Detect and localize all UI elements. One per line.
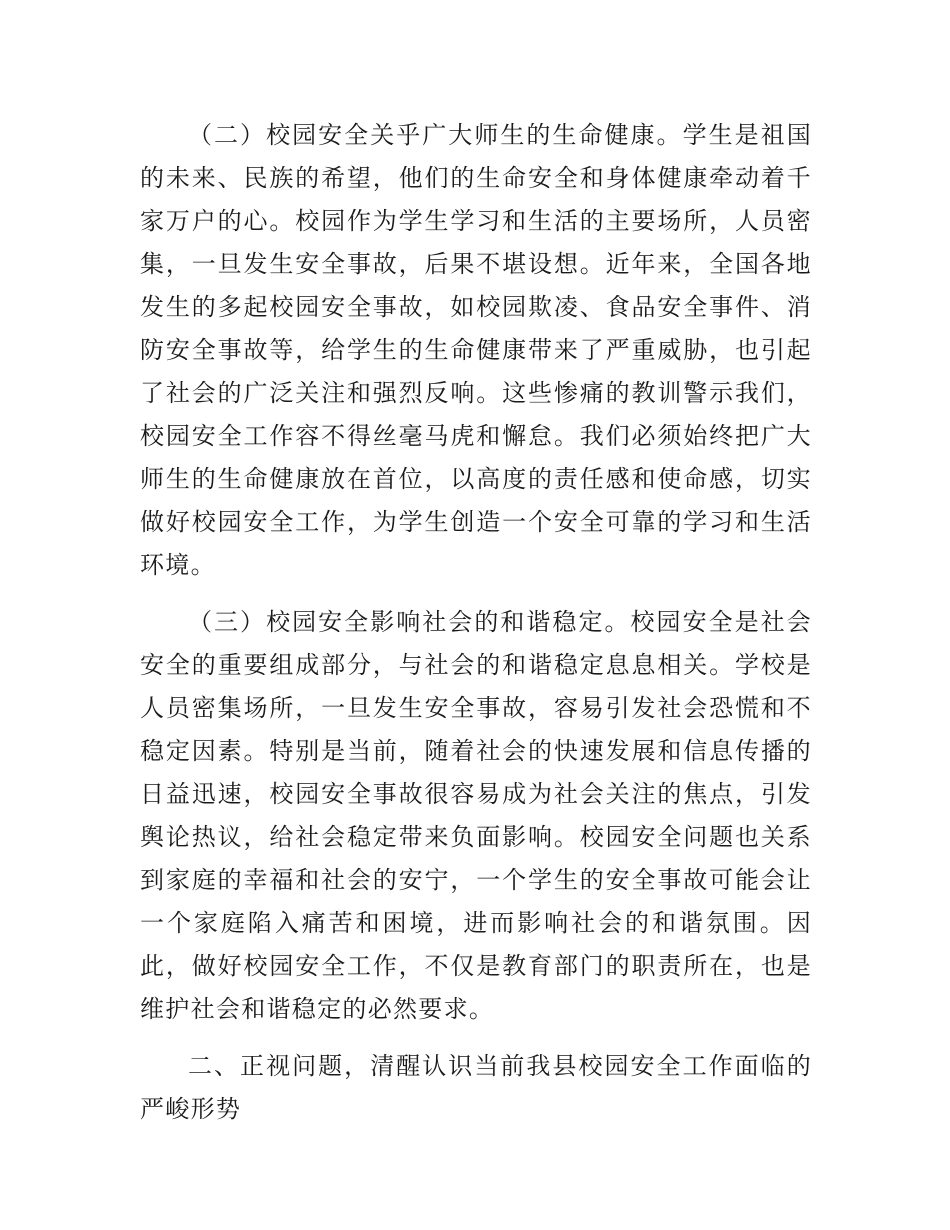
document-body	[140, 114, 812, 1131]
paragraph-campus-safety-stability: （三）校园安全影响社会的和谐稳定。校园安全是社会安全的重要组成部分，与社会的和谐稳定息息相关。学校是人员密集场所，一旦发生安全事故，容易引发社会恐慌和不稳定因素。特别是当前，随着社会的快速发展和信息传播的日益迅速，校园安全事故很容易成为社会关注的焦点，引发舆论热议，给社会稳定带来负面影响。校园安全问题也关系到家庭的幸福和社会的安宁，一个学生的安全事故可能会让一个家庭陷入痛苦和困境，进而影响社会的和谐氛围。因此，做好校园安全工作，不仅是教育部门的职责所在，也是维护社会和谐稳定的必然要求。	[140, 608, 812, 1023]
paragraph-campus-safety-health: （二）校园安全关乎广大师生的生命健康。学生是祖国的未来、民族的希望，他们的生命安全和身体健康牵动着千家万户的心。校园作为学生学习和生活的主要场所，人员密集，一旦发生安全事故，后果不堪设想。近年来，全国各地发生的多起校园安全事故，如校园欺凌、食品安全事件、消防安全事故等，给学生的生命健康带来了严重威胁，也引起了社会的广泛关注和强烈反响。这些惨痛的教训警示我们，校园安全工作容不得丝毫马虎和懈怠。我们必须始终把广大师生的生命健康放在首位，以高度的责任感和使命感，切实做好校园安全工作，为学生创造一个安全可靠的学习和生活环境。	[140, 121, 812, 579]
section-heading: 二、正视问题，清醒认识当前我县校园安全工作面临的严峻形势	[140, 1052, 812, 1123]
